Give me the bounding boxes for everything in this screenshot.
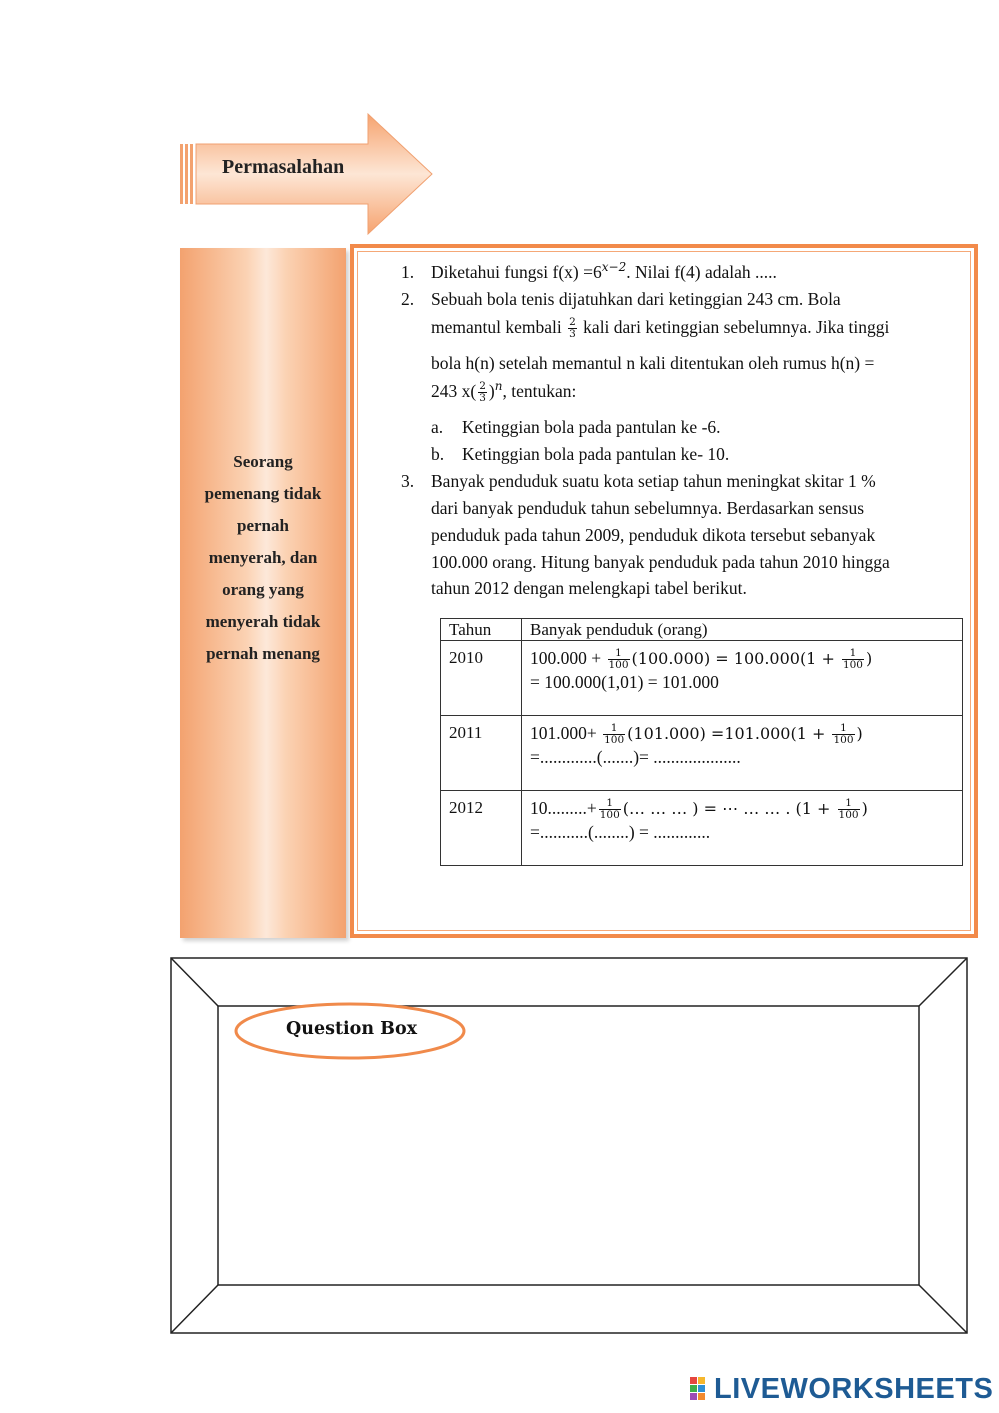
table-year: 2010 bbox=[441, 641, 522, 716]
problem-2-a-label: a. bbox=[431, 417, 444, 437]
formula-part: ) bbox=[865, 649, 873, 668]
table-row bbox=[441, 791, 963, 866]
table-year: 2012 bbox=[441, 791, 522, 866]
formula-line-1 bbox=[530, 797, 954, 821]
table-formula bbox=[522, 791, 963, 866]
problem-3-line: Banyak penduduk suatu kota setiap tahun meningkat skitar 1 % bbox=[431, 471, 876, 491]
problem-2-exponent: n bbox=[494, 379, 503, 393]
problem-3-line: dari banyak penduduk tahun sebelumnya. Berdasarkan sensus bbox=[431, 498, 865, 518]
fraction-denominator: 3 bbox=[479, 392, 486, 405]
formula-part: (100.000) = 100.000(1 + bbox=[631, 649, 840, 668]
quote-line: pernah menang bbox=[206, 644, 320, 663]
problem-2-line-1: Sebuah bola tenis dijatuhkan dari ketinggian 243 cm. Bola bbox=[431, 289, 841, 309]
fraction-numerator: 2 bbox=[569, 316, 576, 329]
formula-line-2: =...........(........) = ............. bbox=[530, 822, 711, 843]
quote-line: Seorang bbox=[233, 452, 293, 471]
section-title: Permasalahan bbox=[222, 156, 345, 178]
fraction-numerator: 1 bbox=[603, 723, 625, 735]
problem-3-line: penduduk pada tahun 2009, penduduk dikota tersebut sebanyak bbox=[431, 525, 876, 545]
problem-2-line-2-pre: memantul kembali bbox=[431, 317, 567, 337]
fraction-numerator: 1 bbox=[608, 648, 630, 660]
formula-part: ) bbox=[856, 724, 863, 743]
formula-part: ) bbox=[861, 799, 868, 818]
formula-part: (… … … ) = ⋯ … … . (1 + bbox=[622, 799, 836, 818]
fraction-one-hundredth bbox=[832, 723, 854, 746]
fraction-numerator: 1 bbox=[832, 723, 854, 735]
formula-line-2: = 100.000(1,01) = 101.000 bbox=[530, 672, 719, 693]
problem-2-line-2-post: kali dari ketinggian sebelumnya. Jika tinggi bbox=[578, 317, 890, 337]
fraction-two-thirds bbox=[478, 381, 487, 404]
problem-2-line-3: bola h(n) setelah memantul n kali ditentukan oleh rumus h(n) = bbox=[431, 353, 875, 373]
fraction-numerator: 1 bbox=[599, 798, 621, 810]
fraction-denominator: 100 bbox=[599, 809, 620, 822]
fraction-denominator: 100 bbox=[608, 659, 629, 672]
problem-1-text bbox=[431, 261, 777, 283]
table-year: 2011 bbox=[441, 716, 522, 791]
fraction-denominator: 100 bbox=[838, 809, 859, 822]
fraction-numerator: 2 bbox=[479, 380, 486, 393]
quote-line: menyerah tidak bbox=[205, 612, 321, 631]
problem-2-line-4-post: , tentukan: bbox=[502, 381, 577, 401]
formula-part: 101.000+ bbox=[530, 723, 602, 743]
table-formula bbox=[522, 641, 963, 716]
fraction-two-thirds bbox=[568, 317, 577, 340]
fraction-numerator: 1 bbox=[838, 798, 860, 810]
quote-panel bbox=[180, 248, 346, 938]
problem-3-line: tahun 2012 dengan melengkapi tabel berikut. bbox=[431, 578, 747, 598]
problem-1-pre: Diketahui fungsi f(x) =6 bbox=[431, 262, 602, 282]
watermark bbox=[690, 1374, 993, 1404]
formula-part: 100.000 + bbox=[530, 648, 606, 668]
table-header-row bbox=[441, 619, 963, 641]
problem-1-number: 1. bbox=[401, 262, 415, 282]
fraction-one-hundredth bbox=[838, 798, 860, 821]
formula-line-2: =.............(.......)= .................... bbox=[530, 747, 741, 768]
table-formula bbox=[522, 716, 963, 791]
fraction-one-hundredth bbox=[603, 723, 625, 746]
problem-2-line-4-close: ) bbox=[488, 381, 495, 401]
problem-2-line-4 bbox=[431, 380, 576, 404]
quote-line: pernah bbox=[237, 516, 289, 535]
table-header-population: Banyak penduduk (orang) bbox=[522, 619, 963, 641]
quote-line: pemenang tidak bbox=[204, 484, 322, 503]
fraction-denominator: 100 bbox=[842, 659, 863, 672]
question-box-answer-area[interactable] bbox=[222, 1062, 912, 1284]
problem-1-post: . Nilai f(4) adalah ..... bbox=[626, 262, 777, 282]
formula-part: 10.........+ bbox=[530, 798, 597, 818]
liveworksheets-logo-icon bbox=[690, 1377, 714, 1401]
formula-line-1 bbox=[530, 647, 954, 671]
quote-text bbox=[190, 446, 336, 670]
problem-2-a-text: Ketinggian bola pada pantulan ke -6. bbox=[462, 417, 721, 437]
fraction-numerator: 1 bbox=[842, 648, 864, 660]
fraction-one-hundredth bbox=[842, 648, 864, 671]
problem-1-exponent: x−2 bbox=[601, 260, 627, 274]
quote-line: menyerah, dan bbox=[208, 548, 318, 567]
fraction-one-hundredth bbox=[608, 648, 630, 671]
problem-2-b-text: Ketinggian bola pada pantulan ke- 10. bbox=[462, 444, 730, 464]
problem-2-b-label: b. bbox=[431, 444, 445, 464]
quote-line: orang yang bbox=[222, 580, 304, 599]
table-row bbox=[441, 641, 963, 716]
table-header-year: Tahun bbox=[441, 619, 522, 641]
problem-3-line: 100.000 orang. Hitung banyak penduduk pada tahun 2010 hingga bbox=[431, 552, 890, 572]
formula-line-1 bbox=[530, 722, 954, 746]
problem-2-number: 2. bbox=[401, 289, 415, 309]
fraction-denominator: 100 bbox=[604, 734, 625, 747]
fraction-denominator: 100 bbox=[833, 734, 854, 747]
formula-part: (101.000) =101.000(1 + bbox=[627, 724, 831, 743]
fraction-denominator: 3 bbox=[569, 328, 576, 341]
problem-2-line-2 bbox=[431, 316, 889, 340]
problem-3-number: 3. bbox=[401, 471, 415, 491]
table-row bbox=[441, 716, 963, 791]
fraction-one-hundredth bbox=[599, 798, 621, 821]
population-table bbox=[440, 618, 963, 866]
watermark-text: LIVEWORKSHEETS bbox=[714, 1372, 994, 1405]
question-box-label: Question Box bbox=[286, 1019, 418, 1039]
problem-2-line-4-pre: 243 x( bbox=[431, 381, 477, 401]
